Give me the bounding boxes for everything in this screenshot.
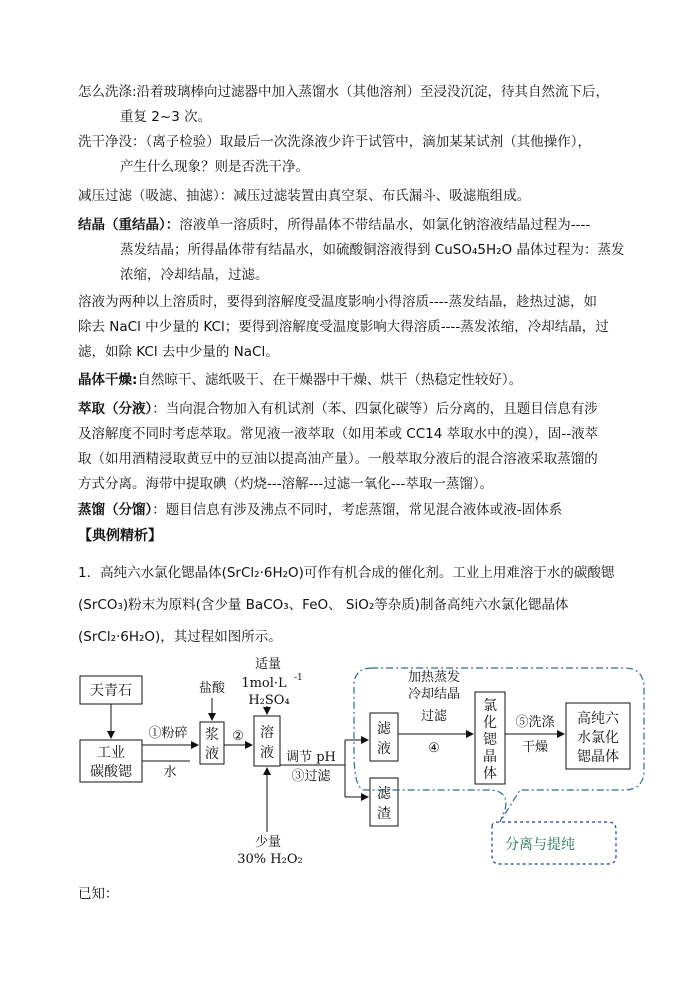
label-industry-1: 工业 xyxy=(97,745,125,761)
label-heat-1: 加热蒸发 xyxy=(407,670,461,685)
label-slurry-2: 液 xyxy=(205,746,219,762)
label-residue-2: 渣 xyxy=(377,806,391,822)
section-heading: 【典例精析】 xyxy=(78,528,162,544)
text-vacuum: 减压过滤装置由真空泵、布氏漏斗、吸滤瓶组成。 xyxy=(233,188,531,204)
label-step2: ② xyxy=(232,729,244,744)
label-callout: 分离与提纯 xyxy=(505,837,575,853)
two-solute-l2: 除去 NaCl 中少量的 KCl；要得到溶解度受温度影响大得溶质----蒸发浓缩，冷却结晶，过 xyxy=(78,319,609,335)
label-crystal-5: 体 xyxy=(483,766,497,782)
two-solute-l1: 溶液为两种以上溶质时，要得到溶解度受温度影响小得溶质----蒸发结晶，趁热过滤，如 xyxy=(78,294,597,310)
problem-l1: 1．高纯六水氯化锶晶体(SrCl₂·6H₂O)可作有机合成的催化剂。工业上用难溶于水的碳酸锶 xyxy=(78,565,615,581)
text-distill: ：题目信息有涉及沸点不同时，考虑蒸馏，常见混合液体或液-固体系 xyxy=(152,502,563,518)
extract-l3: 取（如用酒精浸取黄豆中的豆油以提高油产量）。一般萃取分液后的混合溶液采取蒸馏的 xyxy=(78,451,598,467)
text-cryst: 溶液单一溶质时，所得晶体不带结晶水，如氯化钠溶液结晶过程为---- xyxy=(179,217,591,233)
term-wash: 怎么洗涤: xyxy=(78,84,137,100)
label-acid: 盐酸 xyxy=(198,681,226,696)
label-h2o2-amount: 少量 xyxy=(254,835,282,850)
label-h2o2: 30% H₂O₂ xyxy=(237,852,303,867)
term-cryst: 结晶（重结晶）： xyxy=(78,217,180,233)
term-dry: 晶体干燥: xyxy=(78,372,138,388)
label-final-1: 高纯六 xyxy=(577,711,619,727)
extract-l1: ：当向混合物加入有机试剂（苯、四氯化碳等）后分离的，且题目信息有涉 xyxy=(152,401,598,417)
text-wash: 沿着玻璃棒向过滤器中加入蒸馏水（其他溶剂）至浸没沉淀，待其自然流下后， xyxy=(136,84,610,100)
label-tianqingshi: 天青石 xyxy=(90,683,132,699)
term-distill: 蒸馏（分馏） xyxy=(78,502,153,518)
two-solute-l3: 滤，如除 KCl 去中少量的 NaCl。 xyxy=(78,344,279,360)
problem-l3: (SrCl₂·6H₂O)，其过程如图所示。 xyxy=(78,629,282,645)
label-crystal-2: 化 xyxy=(483,715,497,731)
label-filtrate-1: 滤 xyxy=(377,721,391,737)
label-h2so4-conc: 1mol·L xyxy=(241,676,287,691)
label-slurry-1: 浆 xyxy=(205,727,219,743)
extract-l4: 方式分离。海带中提取碘（灼烧---溶解---过滤一氧化---萃取一蒸馏）。 xyxy=(78,476,494,492)
label-h2so4-conc-exp: -1 xyxy=(294,673,303,683)
problem-l2: (SrCO₃)粉末为原料(含少量 BaCO₃、FeO、 SiO₂等杂质)制备高纯六水氯化锶晶体 xyxy=(78,597,569,613)
label-step3: ③过滤 xyxy=(291,769,331,784)
label-h2so4: H₂SO₄ xyxy=(248,693,290,708)
text-wash-cont: 重复 2~3 次。 xyxy=(120,109,212,125)
label-adjust-ph: 调节 pH xyxy=(286,750,336,765)
label-final-2: 水氯化 xyxy=(577,730,619,746)
label-industry-2: 碳酸锶 xyxy=(90,764,132,780)
text-clean-cont: 产生什么现象？则是否洗干净。 xyxy=(120,159,309,175)
label-solution-1: 溶 xyxy=(260,725,274,741)
label-step1: ①粉碎 xyxy=(148,726,188,741)
text-cryst-cont1: 蒸发结晶；所得晶体带有结晶水，如硫酸铜溶液得到 CuSO₄5H₂O 晶体过程为：蒸发 xyxy=(120,242,625,258)
term-vacuum: 减压过滤（吸滤、抽滤）： xyxy=(78,188,234,204)
label-crystal-4: 晶 xyxy=(483,749,497,765)
term-extract: 萃取（分液） xyxy=(78,401,153,417)
label-heat-2: 冷却结晶 xyxy=(407,687,461,702)
extract-l2: 及溶解度不同时考虑萃取。常见液一液萃取（如用苯或 CC14 萃取水中的溴），固--液萃 xyxy=(78,426,599,442)
known-label: 已知： xyxy=(78,886,119,902)
text-dry: 自然晾干、滤纸吸干、在干燥器中干燥、烘干（热稳定性较好）。 xyxy=(137,372,523,388)
label-filtrate-2: 液 xyxy=(377,741,391,757)
text-cryst-cont2: 浓缩，冷却结晶，过滤。 xyxy=(120,267,269,283)
label-residue-1: 滤 xyxy=(377,786,391,802)
label-h2so4-amount: 适量 xyxy=(254,657,282,672)
label-water: 水 xyxy=(163,765,177,780)
label-heat-3: 过滤 xyxy=(420,709,448,724)
label-crystal-1: 氯 xyxy=(483,698,497,714)
label-solution-2: 液 xyxy=(260,745,274,761)
label-step4: ④ xyxy=(428,741,440,756)
term-clean: 洗干净没： xyxy=(78,134,146,150)
text-clean: （离子检验）取最后一次洗涤液少许于试管中，滴加某某试剂（其他操作）， xyxy=(145,134,591,150)
label-final-3: 锶晶体 xyxy=(577,749,619,765)
label-dry: 干燥 xyxy=(521,740,549,755)
label-step5: ⑤洗涤 xyxy=(515,715,555,730)
label-crystal-3: 锶 xyxy=(483,732,497,748)
